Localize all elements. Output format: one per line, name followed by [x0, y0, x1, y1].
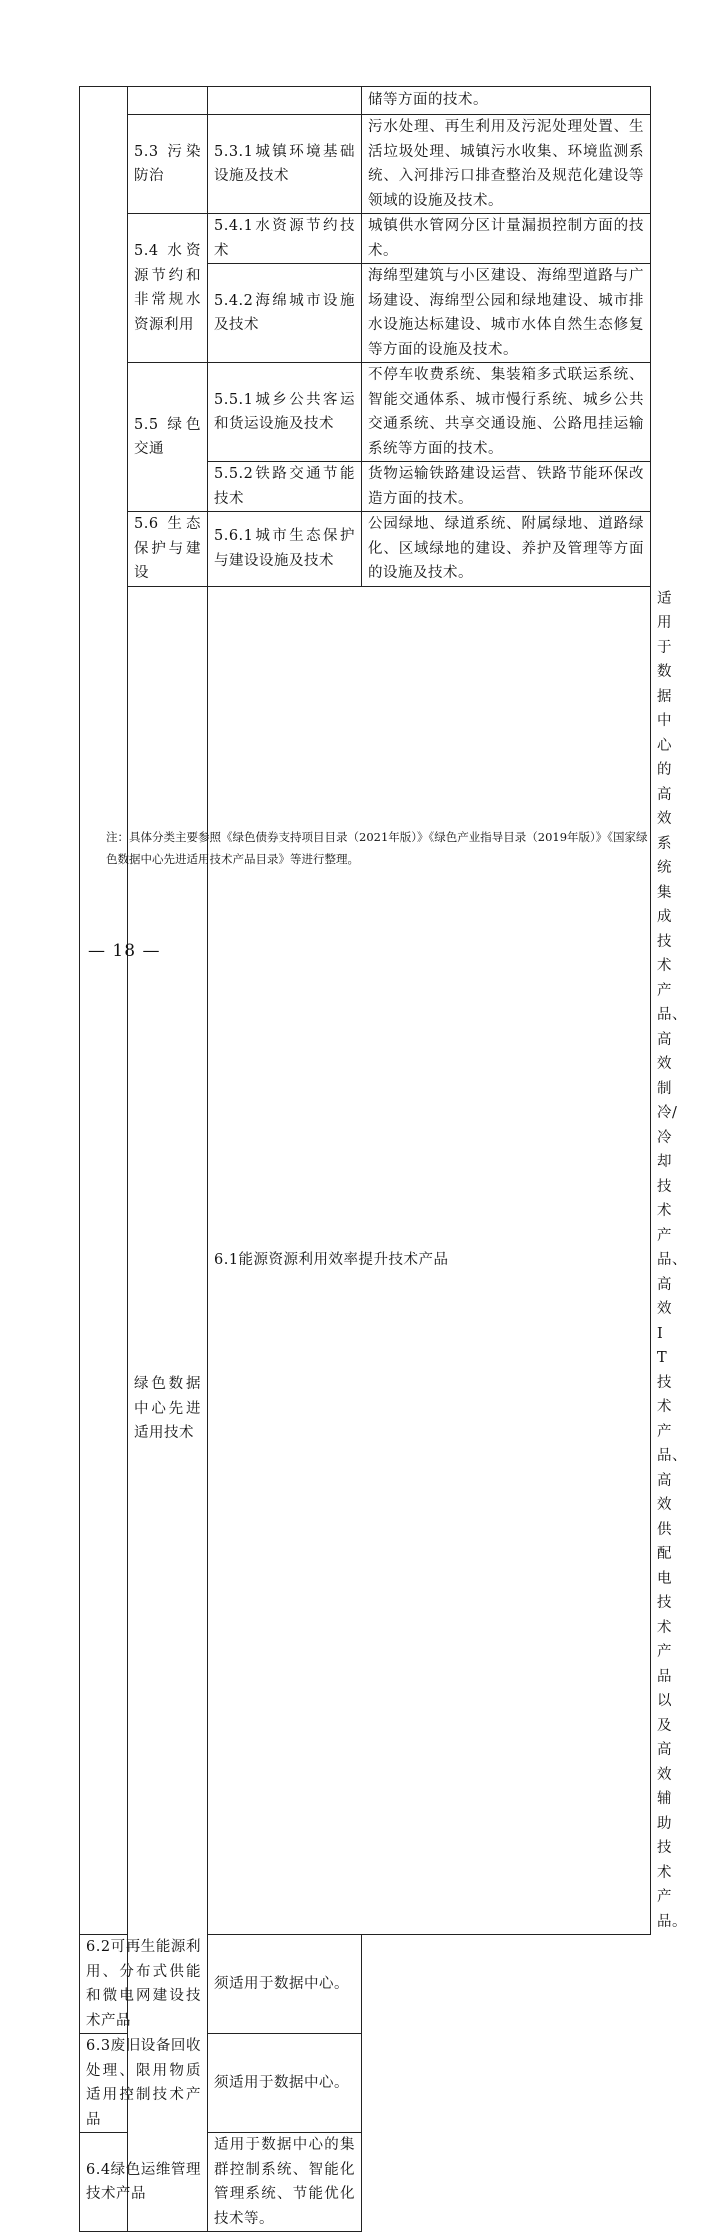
- subcategory-cell: 5.6.1城市生态保护与建设设施及技术: [208, 512, 362, 587]
- description-cell: 不停车收费系统、集装箱多式联运系统、智能交通体系、城市慢行系统、城乡公共交通系统、共享交通设施、公路甩挂运输系统等方面的技术。: [362, 363, 651, 462]
- item-cell: 6.4绿色运维管理技术产品: [80, 2133, 208, 2232]
- category-cell: 5.4 水资源节约和非常规水资源利用: [128, 214, 208, 363]
- description-cell: 储等方面的技术。: [362, 87, 651, 115]
- table-row: [80, 1935, 651, 2034]
- description-cell: 公园绿地、绿道系统、附属绿地、道路绿化、区域绿地的建设、养护及管理等方面的设施及技术。: [362, 512, 651, 587]
- item-cell: 6.3废旧设备回收处理、限用物质适用控制技术产品: [80, 2034, 208, 2133]
- description-cell: 货物运输铁路建设运营、铁路节能环保改造方面的技术。: [362, 462, 651, 512]
- page-number: — 18 —: [88, 941, 161, 961]
- table-row: 绿色数据中心先进适用技术 6.1能源资源利用效率提升技术产品 适用于数据中心的高效系统集成技术产品、高效制冷/冷却技术产品、高效IT技术产品、高效供配电技术产品以及高效辅助技术产品。: [80, 586, 651, 1935]
- subcategory-cell: 5.5.2铁路交通节能技术: [208, 462, 362, 512]
- description-cell: 适用于数据中心的集群控制系统、智能化管理系统、节能优化技术等。: [208, 2133, 362, 2232]
- table-row: [80, 2133, 651, 2232]
- table-row: [80, 512, 651, 587]
- table-row: [80, 363, 651, 462]
- item-cell: 6.2可再生能源利用、分布式供能和微电网建设技术产品: [80, 1935, 208, 2034]
- subcategory-cell: 5.4.2海绵城市设施及技术: [208, 264, 362, 363]
- table-row: [80, 87, 651, 115]
- section6-category-cell: 绿色数据中心先进适用技术: [128, 586, 208, 2232]
- green-technology-table: [79, 86, 687, 2232]
- description-cell: 须适用于数据中心。: [208, 2034, 362, 2133]
- description-cell: 城镇供水管网分区计量漏损控制方面的技术。: [362, 214, 651, 264]
- subcategory-cell: 5.5.1城乡公共客运和货运设施及技术: [208, 363, 362, 462]
- subcategory-cell-empty: [208, 87, 362, 115]
- category-cell: 5.3 污染防治: [128, 115, 208, 214]
- table-row: [80, 2034, 651, 2133]
- description-cell: 须适用于数据中心。: [208, 1935, 362, 2034]
- table-row: [80, 115, 651, 214]
- subcategory-cell: 5.3.1城镇环境基础设施及技术: [208, 115, 362, 214]
- section5-category-cell: [80, 87, 128, 1935]
- description-cell: 海绵型建筑与小区建设、海绵型道路与广场建设、海绵型公园和绿地建设、城市排水设施达标建设、城市水体自然生态修复等方面的设施及技术。: [362, 264, 651, 363]
- description-cell: 污水处理、再生利用及污泥处理处置、生活垃圾处理、城镇污水收集、环境监测系统、入河排污口排查整治及规范化建设等领域的设施及技术。: [362, 115, 651, 214]
- table-footnote: 注：具体分类主要参照《绿色债券支持项目目录（2021年版）》《绿色产业指导目录（2019年版）》《国家绿色数据中心先进适用技术产品目录》等进行整理。: [106, 830, 648, 866]
- category-cell-empty: [128, 87, 208, 115]
- item-cell: 6.1能源资源利用效率提升技术产品: [208, 586, 651, 1935]
- subcategory-cell: 5.4.1水资源节约技术: [208, 214, 362, 264]
- category-cell: 5.5 绿色交通: [128, 363, 208, 512]
- category-cell: 5.6 生态保护与建设: [128, 512, 208, 587]
- table-row: [80, 214, 651, 264]
